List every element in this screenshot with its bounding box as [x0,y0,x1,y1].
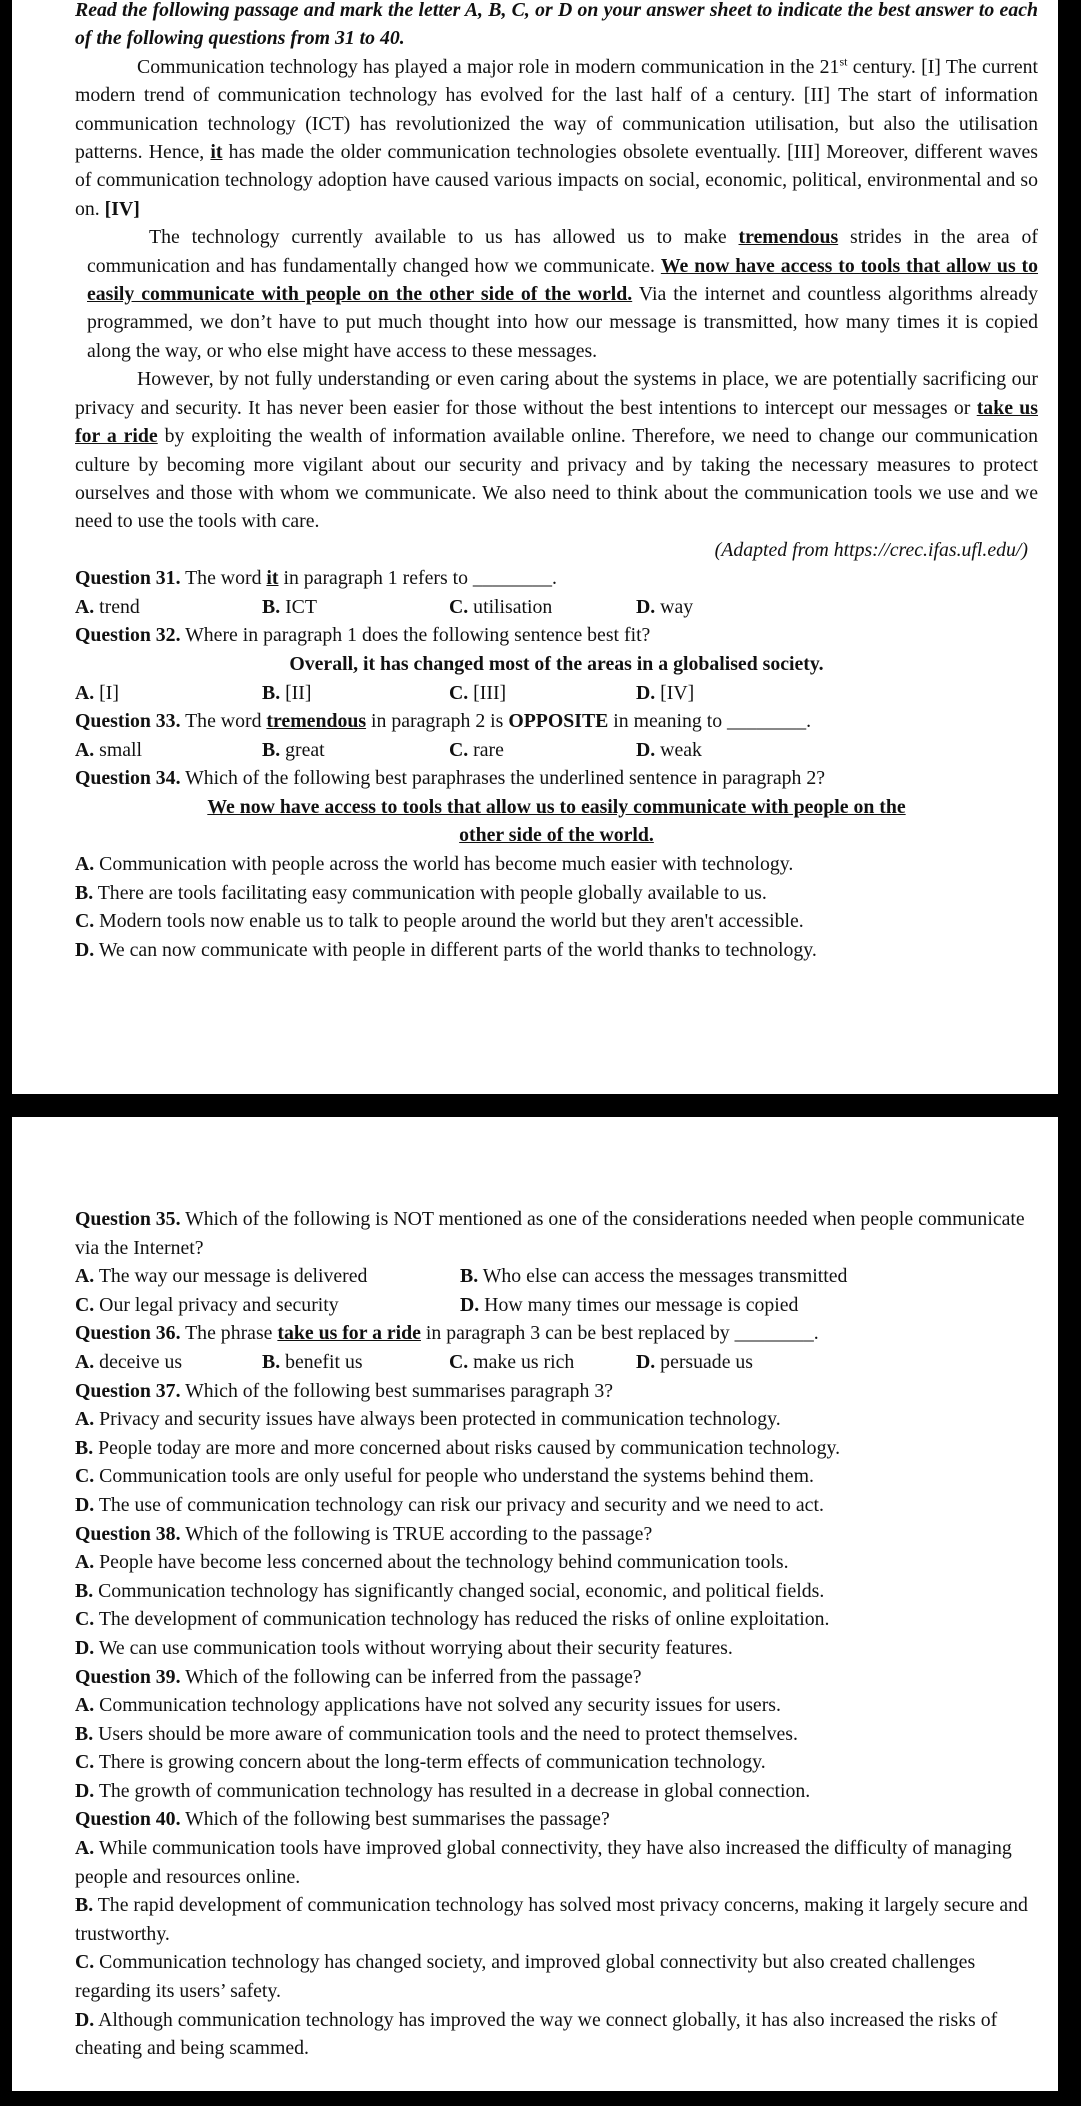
q38-text: Which of the following is TRUE according to the passage? [180,1522,653,1545]
q34-option-b[interactable] [75,879,1038,908]
option-letter: B. [262,681,281,704]
option-letter: D. [636,1350,656,1373]
q36-option-b[interactable] [262,1348,449,1377]
q34-text: Which of the following best paraphrases the underlined sentence in paragraph 2? [180,767,826,790]
option-letter: D. [75,2008,95,2031]
option-text: Our legal privacy and security [94,1293,339,1316]
q36-option-a[interactable] [75,1348,262,1377]
q39-option-d[interactable] [75,1777,1038,1806]
option-letter: C. [75,1751,95,1774]
option-text: The development of communication technology has reduced the risks of online exploitation. [94,1608,830,1631]
q35-option-d[interactable] [460,1291,960,1320]
option-text: Communication technology applications have not solved any security issues for users. [94,1694,781,1717]
option-letter: B. [262,1350,281,1373]
option-text: deceive us [94,1350,183,1373]
option-text: People today are more and more concerned about risks caused by communication technology. [93,1436,841,1459]
q35-option-c[interactable] [75,1291,460,1320]
p1-text-b: century. [I] The current modern trend of communication technology has evolved for the last half of a century. [II] The start of information communication technology (ICT) has revolutionized the way of communication utilisation, but also the utilisation patterns. Hence, [75,55,1038,164]
passage-source: (Adapted from https://crec.ifas.ufl.edu/) [714,538,1028,561]
q38-label: Question 38. [75,1522,181,1545]
p3-text-a: However, by not fully understanding or even caring about the systems in place, we are potentially sacrificing our privacy and security. It has never been easier for those without the best intentions to intercept our messages or [75,368,1038,419]
option-letter: B. [262,738,281,761]
q32-option-a[interactable] [75,679,262,708]
q34-option-d[interactable] [75,936,1038,965]
option-text: utilisation [468,595,553,618]
option-text: weak [655,738,702,761]
q35-option-b[interactable] [460,1262,960,1291]
option-text: [III] [468,681,507,704]
option-text: Who else can access the messages transmitted [478,1265,848,1288]
q32-option-b[interactable] [262,679,449,708]
option-text: way [655,595,694,618]
passage-paragraph-2 [75,223,1038,365]
q39-option-c[interactable] [75,1748,1038,1777]
option-text: ICT [280,595,317,618]
option-letter: B. [75,1894,94,1917]
q35-label: Question 35. [75,1208,181,1230]
question-32 [75,621,1038,650]
q35-option-a[interactable] [75,1262,460,1291]
page-1-content [75,0,1038,964]
p1-text-a: Communication technology has played a major role in modern communication in the 21 [137,55,840,78]
option-text: We can use communication tools without worrying about their security features. [94,1636,733,1659]
option-text: [I] [94,681,119,704]
p1-word-it: it [210,141,223,164]
option-text: There is growing concern about the long-term effects of communication technology. [94,1751,766,1774]
option-letter: C. [449,681,469,704]
option-letter: D. [636,681,656,704]
q36-option-d[interactable] [636,1348,823,1377]
p3-phrase-ride: take us for a ride [75,396,1039,448]
q38-option-c[interactable] [75,1605,1038,1634]
q37-option-d[interactable] [75,1491,1038,1520]
q31-text-a: The word [180,567,267,590]
option-text: Users should be more aware of communication tools and the need to protect themselves. [93,1722,798,1745]
option-letter: C. [449,738,469,761]
q36-text-b: in paragraph 3 can be best replaced by ________. [420,1322,819,1345]
q36-options [75,1348,1038,1377]
q33-option-a[interactable] [75,736,262,765]
q37-option-b[interactable] [75,1434,1038,1463]
q34-sentence-line-2: other side of the world. [459,824,654,847]
q33-word: tremendous [266,710,367,733]
option-text: While communication tools have improved global connectivity, they have also increased the difficulty of managing people and resources online. [75,1837,1012,1888]
p2-text-c: Via the internet and countless algorithms already programmed, we don’t have to put much thought into how our message is transmitted, how many times it is copied along the way, or who else might have access to these messages. [87,283,1038,362]
q36-text-a: The phrase [180,1322,278,1345]
option-text: [IV] [655,681,695,704]
option-letter: D. [75,1779,95,1802]
q33-label: Question 33. [75,710,181,733]
q31-option-a[interactable] [75,593,262,622]
p1-marker-iv: [IV] [104,197,140,220]
q33-text-a: The word [180,710,267,733]
question-35 [75,1205,1038,1262]
option-text: How many times our message is copied [479,1293,799,1316]
q39-label: Question 39. [75,1665,181,1688]
q32-option-d[interactable] [636,679,823,708]
option-letter: D. [636,738,656,761]
q38-option-b[interactable] [75,1577,1038,1606]
option-text: small [94,738,143,761]
p2-underlined-sentence: We now have access to tools that allow us to easily communicate with people on the other side of the world. [87,254,1038,306]
question-31 [75,564,1038,593]
p2-word-tremendous: tremendous [738,226,839,249]
q33-options [75,736,1038,765]
option-letter: A. [75,738,95,761]
option-letter: C. [75,1951,95,1974]
question-39 [75,1663,1038,1692]
q33-option-d[interactable] [636,736,823,765]
q31-word: it [266,567,279,590]
q39-option-a[interactable] [75,1691,1038,1720]
option-text: The rapid development of communication technology has solved most privacy concerns, making it largely secure and trustworthy. [75,1894,1028,1945]
option-letter: B. [262,595,281,618]
q34-sentence-line-1: We now have access to tools that allow us to easily communicate with people on the [207,795,906,818]
q37-option-a[interactable] [75,1405,1038,1434]
q39-option-b[interactable] [75,1720,1038,1749]
option-letter: D. [75,1636,95,1659]
q37-label: Question 37. [75,1379,181,1402]
q33-option-c[interactable] [449,736,636,765]
p3-text-b: by exploiting the wealth of information available online. Therefore, we need to change our communication culture by becoming more vigilant about our security and privacy and by taking the necessary measures to protect ourselves and those with whom we communicate. We also need to think about the communication tools we use and we need to use the tools with care. [75,425,1038,533]
q35-text: Which of the following is NOT mentioned as one of the considerations needed when people communicate via the Internet? [75,1208,1025,1259]
q33-option-b[interactable] [262,736,449,765]
q40-text: Which of the following best summarises the passage? [180,1808,610,1831]
question-38 [75,1520,1038,1549]
q32-sentence: Overall, it has changed most of the areas in a globalised society. [289,652,824,675]
option-letter: A. [75,681,95,704]
option-text: Communication with people across the world has become much easier with technology. [94,853,794,876]
option-text: People have become less concerned about the technology behind communication tools. [94,1551,789,1574]
question-36 [75,1319,1038,1348]
q40-label: Question 40. [75,1808,181,1831]
option-text: make us rich [468,1350,575,1373]
option-letter: A. [75,1265,95,1288]
option-letter: C. [75,1465,95,1488]
option-letter: C. [449,1350,469,1373]
option-letter: A. [75,1551,95,1574]
q33-text-b: in paragraph 2 is [366,710,509,733]
q33-text-c: in meaning to ________. [608,710,812,733]
question-33 [75,707,1038,736]
option-letter: B. [75,881,94,904]
q33-opposite: OPPOSITE [508,710,609,733]
page-2-content [75,1205,1038,2063]
option-letter: D. [75,1493,95,1516]
q36-label: Question 36. [75,1322,181,1345]
q37-text: Which of the following best summarises paragraph 3? [180,1379,614,1402]
q38-option-d[interactable] [75,1634,1038,1663]
q40-option-b[interactable] [75,1891,1038,1948]
q35-options-row-1 [75,1262,1038,1291]
p1-superscript: st [839,54,848,69]
worksheet-page-2 [12,1117,1058,2091]
option-text: trend [94,595,140,618]
q36-option-c[interactable] [449,1348,636,1377]
question-37 [75,1377,1038,1406]
option-text: The growth of communication technology has resulted in a decrease in global connection. [94,1779,811,1802]
option-letter: D. [75,938,95,961]
q37-option-c[interactable] [75,1462,1038,1491]
q34-options [75,850,1038,964]
option-text: benefit us [280,1350,363,1373]
option-text: Communication technology has changed society, and improved global connectivity but also created challenges regarding its users’ safety. [75,1951,976,2003]
option-text: great [280,738,325,761]
passage-paragraph-1 [75,53,1038,223]
instructions: Read the following passage and mark the letter A, B, C, or D on your answer sheet to indicate the best answer to each of the following questions from 31 to 40. [75,0,1038,50]
option-text: persuade us [655,1350,754,1373]
q32-text: Where in paragraph 1 does the following sentence best fit? [180,624,651,647]
q31-options [75,593,1038,622]
q39-text: Which of the following can be inferred from the passage? [180,1665,642,1688]
q31-text-b: in paragraph 1 refers to ________. [278,567,558,590]
option-text: Modern tools now enable us to talk to people around the world but they aren't accessible. [94,910,804,933]
q32-label: Question 32. [75,624,181,647]
q36-phrase: take us for a ride [277,1322,421,1345]
option-letter: B. [75,1436,94,1459]
option-letter: C. [75,1293,95,1316]
q31-option-c[interactable] [449,593,636,622]
question-40 [75,1805,1038,1834]
option-text: Although communication technology has improved the way we connect globally, it has also increased the risks of cheating and being scammed. [75,2008,998,2060]
option-text: We can now communicate with people in different parts of the world thanks to technology. [94,938,817,961]
option-letter: A. [75,1837,95,1860]
option-letter: A. [75,1694,95,1717]
q38-option-a[interactable] [75,1548,1038,1577]
option-letter: B. [75,1579,94,1602]
option-letter: D. [636,595,656,618]
option-text: Communication tools are only useful for people who understand the systems behind them. [94,1465,814,1488]
worksheet-page-1 [12,0,1058,1094]
option-text: The way our message is delivered [94,1265,368,1288]
q35-options-row-2 [75,1291,1038,1320]
q40-option-c[interactable] [75,1948,1038,2005]
option-text: Privacy and security issues have always been protected in communication technology. [94,1408,781,1431]
q32-option-c[interactable] [449,679,636,708]
option-letter: A. [75,853,95,876]
q31-option-b[interactable] [262,593,449,622]
q40-option-a[interactable] [75,1834,1038,1891]
option-letter: B. [460,1265,479,1288]
option-letter: A. [75,595,95,618]
option-letter: C. [75,910,95,933]
option-letter: C. [449,595,469,618]
option-letter: C. [75,1608,95,1631]
q34-option-c[interactable] [75,907,1038,936]
option-text: The use of communication technology can risk our privacy and security and we need to act. [94,1493,824,1516]
option-letter: D. [460,1293,480,1316]
q31-option-d[interactable] [636,593,823,622]
q31-label: Question 31. [75,567,181,590]
p2-text-b: strides in the area of communication and has fundamentally changed how we communicate. [87,226,1038,277]
q34-option-a[interactable] [75,850,1038,879]
option-text: Communication technology has significantly changed social, economic, and political fields. [93,1579,825,1602]
p1-text-c: has made the older communication technologies obsolete eventually. [III] Moreover, different waves of communication technology adoption have caused various impacts on social, economic, political, environmental and so on. [75,141,1038,220]
option-text: There are tools facilitating easy communication with people globally available to us. [93,881,767,904]
option-text: [II] [280,681,312,704]
option-letter: A. [75,1408,95,1431]
passage-paragraph-3 [75,365,1038,535]
option-letter: A. [75,1350,95,1373]
q34-label: Question 34. [75,767,181,790]
question-34 [75,764,1038,793]
q40-option-d[interactable] [75,2006,1038,2063]
option-letter: B. [75,1722,94,1745]
q32-options [75,679,1038,708]
option-text: rare [468,738,504,761]
p2-text-a: The technology currently available to us has allowed us to make [149,226,739,249]
